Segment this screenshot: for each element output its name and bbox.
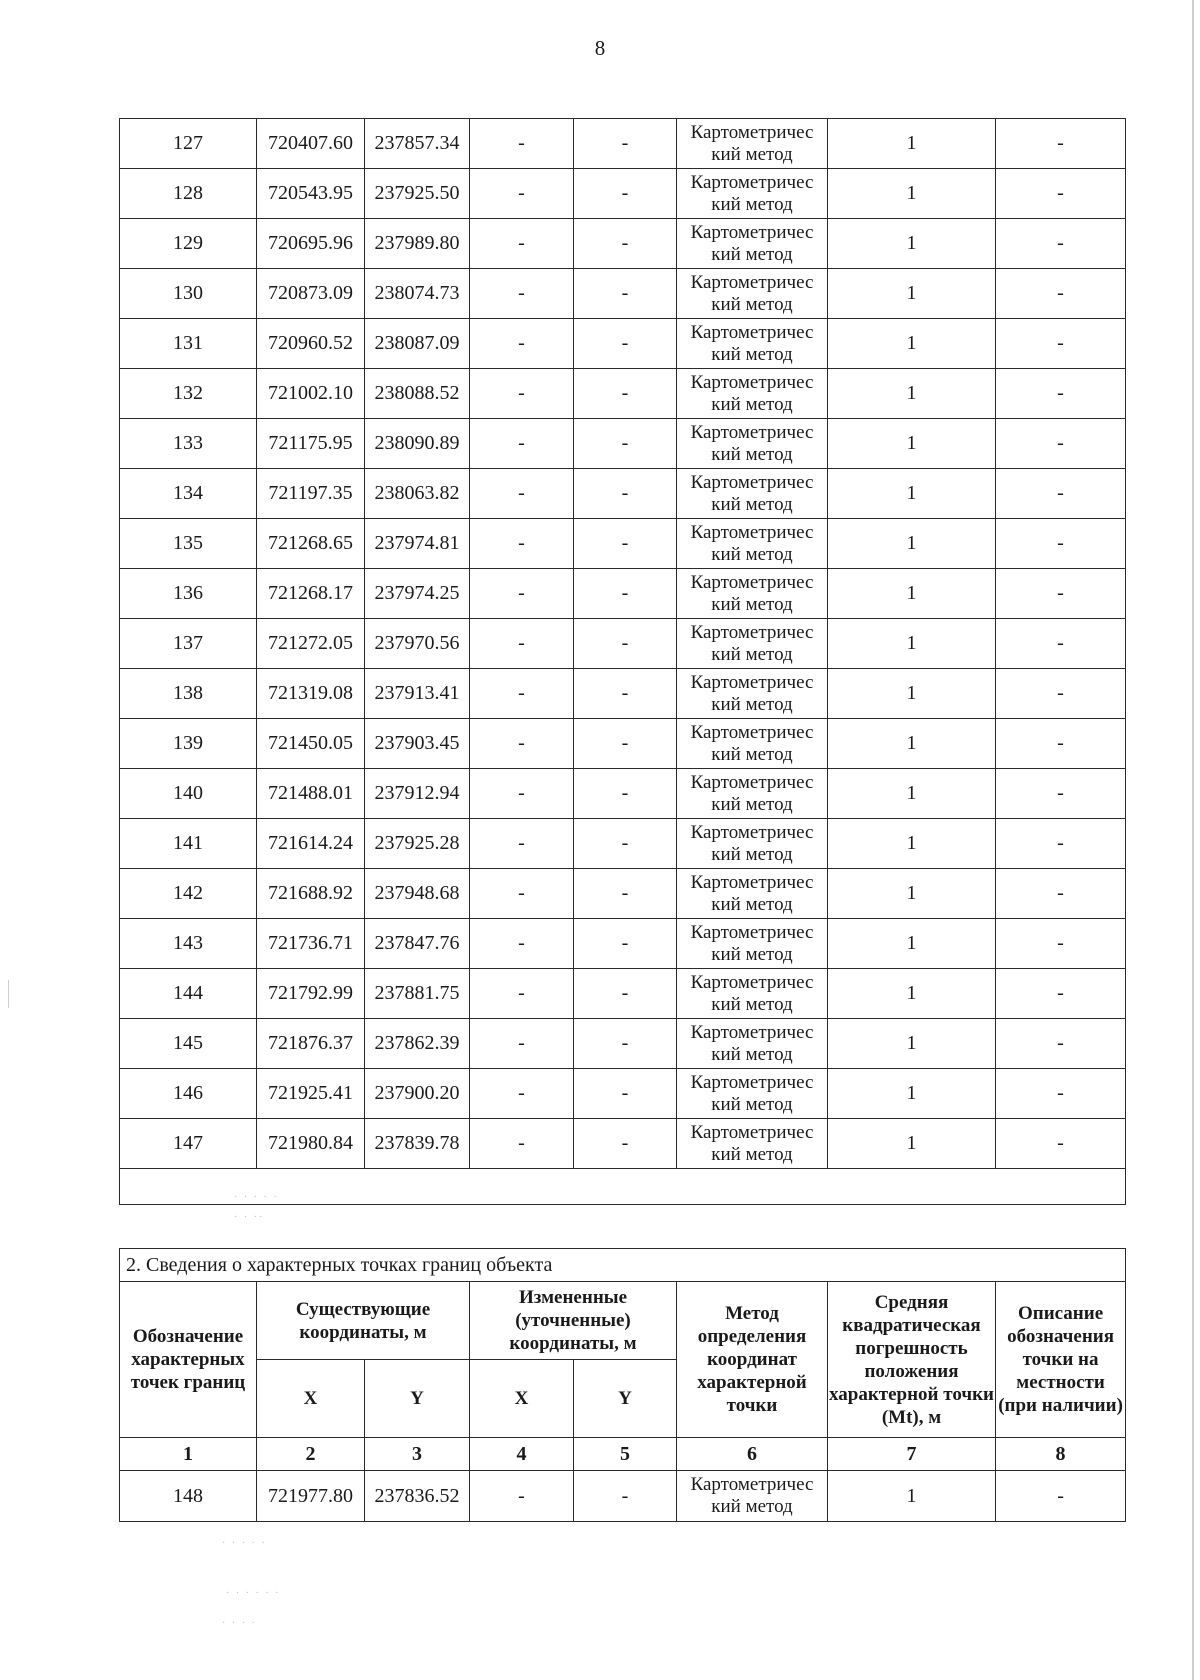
changed-y: - <box>574 719 677 769</box>
method: Картометричес кий метод <box>677 769 828 819</box>
point-description: - <box>996 869 1126 919</box>
header-existing-coordinates: Существующие координаты, м <box>257 1282 470 1360</box>
mt-error: 1 <box>828 519 996 569</box>
point-description: - <box>996 719 1126 769</box>
point-id: 144 <box>120 969 257 1019</box>
point-id: 142 <box>120 869 257 919</box>
point-description: - <box>996 169 1126 219</box>
point-description: - <box>996 669 1126 719</box>
point-description: - <box>996 119 1126 169</box>
point-description: - <box>996 819 1126 869</box>
header-x-existing: X <box>257 1360 365 1438</box>
mt-error: 1 <box>828 769 996 819</box>
changed-y: - <box>574 419 677 469</box>
method: Картометричес кий метод <box>677 1119 828 1169</box>
mt-error: 1 <box>828 469 996 519</box>
mt-error: 1 <box>828 869 996 919</box>
mt-error: 1 <box>828 969 996 1019</box>
table-row <box>120 819 1126 869</box>
point-description: - <box>996 569 1126 619</box>
coord-y: 237989.80 <box>365 219 470 269</box>
point-description: - <box>996 519 1126 569</box>
changed-x: - <box>470 619 574 669</box>
column-number: 7 <box>828 1438 996 1471</box>
changed-x: - <box>470 1069 574 1119</box>
table-row <box>120 669 1126 719</box>
method: Картометричес кий метод <box>677 169 828 219</box>
mt-error: 1 <box>828 669 996 719</box>
changed-y: - <box>574 619 677 669</box>
changed-y: - <box>574 169 677 219</box>
coord-x: 720695.96 <box>257 219 365 269</box>
coord-x: 720873.09 <box>257 269 365 319</box>
point-description: - <box>996 969 1126 1019</box>
table-row <box>120 769 1126 819</box>
table-row <box>120 969 1126 1019</box>
changed-y: - <box>574 119 677 169</box>
coord-x: 721319.08 <box>257 669 365 719</box>
coord-x: 721614.24 <box>257 819 365 869</box>
changed-x: - <box>470 469 574 519</box>
page-number: 8 <box>594 36 606 60</box>
point-description: - <box>996 369 1126 419</box>
coord-x: 721977.80 <box>257 1471 365 1522</box>
changed-x: - <box>470 269 574 319</box>
coord-y: 237974.81 <box>365 519 470 569</box>
scan-edge <box>1192 0 1194 1680</box>
coord-y: 237974.25 <box>365 569 470 619</box>
method: Картометричес кий метод <box>677 369 828 419</box>
changed-x: - <box>470 519 574 569</box>
coord-x: 720543.95 <box>257 169 365 219</box>
changed-y: - <box>574 219 677 269</box>
coord-x: 721980.84 <box>257 1119 365 1169</box>
changed-x: - <box>470 769 574 819</box>
method: Картометричес кий метод <box>677 819 828 869</box>
coord-y: 238088.52 <box>365 369 470 419</box>
coord-x: 721925.41 <box>257 1069 365 1119</box>
point-description: - <box>996 769 1126 819</box>
changed-y: - <box>574 469 677 519</box>
column-number: 3 <box>365 1438 470 1471</box>
table-row <box>120 219 1126 269</box>
changed-y: - <box>574 669 677 719</box>
table-row <box>120 869 1126 919</box>
point-description: - <box>996 1471 1126 1522</box>
scan-artifact: · · ·· <box>234 1212 265 1223</box>
point-id: 127 <box>120 119 257 169</box>
point-id: 135 <box>120 519 257 569</box>
coord-y: 237857.34 <box>365 119 470 169</box>
scan-artifact: · · · · · <box>234 1192 279 1203</box>
column-number: 5 <box>574 1438 677 1471</box>
point-id: 147 <box>120 1119 257 1169</box>
coord-y: 237948.68 <box>365 869 470 919</box>
scan-edge <box>8 980 9 1008</box>
point-id: 131 <box>120 319 257 369</box>
coord-y: 238090.89 <box>365 419 470 469</box>
changed-y: - <box>574 919 677 969</box>
table-row <box>120 519 1126 569</box>
point-id: 145 <box>120 1019 257 1069</box>
point-id: 139 <box>120 719 257 769</box>
coord-y: 237925.28 <box>365 819 470 869</box>
header-error: Средняя квадратическая погрешность положения характерной точки (Mt), м <box>828 1282 996 1438</box>
column-numbers-row <box>120 1438 1126 1471</box>
coord-x: 721876.37 <box>257 1019 365 1069</box>
mt-error: 1 <box>828 369 996 419</box>
method: Картометричес кий метод <box>677 1069 828 1119</box>
changed-x: - <box>470 569 574 619</box>
column-number: 2 <box>257 1438 365 1471</box>
point-description: - <box>996 619 1126 669</box>
point-id: 137 <box>120 619 257 669</box>
table-row <box>120 369 1126 419</box>
changed-x: - <box>470 369 574 419</box>
changed-y: - <box>574 1069 677 1119</box>
point-id: 134 <box>120 469 257 519</box>
characteristic-points-table <box>119 1248 1126 1522</box>
changed-y: - <box>574 269 677 319</box>
point-id: 138 <box>120 669 257 719</box>
table-row <box>120 619 1126 669</box>
scan-artifact: · · · · · · <box>226 1588 281 1599</box>
method: Картометричес кий метод <box>677 719 828 769</box>
table-row <box>120 319 1126 369</box>
table-row <box>120 169 1126 219</box>
coord-y: 238063.82 <box>365 469 470 519</box>
mt-error: 1 <box>828 819 996 869</box>
changed-x: - <box>470 819 574 869</box>
table-row <box>120 419 1126 469</box>
mt-error: 1 <box>828 719 996 769</box>
point-id: 129 <box>120 219 257 269</box>
coordinates-table-continued <box>119 118 1126 1205</box>
mt-error: 1 <box>828 419 996 469</box>
coord-x: 721002.10 <box>257 369 365 419</box>
changed-x: - <box>470 969 574 1019</box>
mt-error: 1 <box>828 219 996 269</box>
point-description: - <box>996 1069 1126 1119</box>
method: Картометричес кий метод <box>677 969 828 1019</box>
coord-x: 721268.65 <box>257 519 365 569</box>
column-number: 1 <box>120 1438 257 1471</box>
mt-error: 1 <box>828 119 996 169</box>
coord-y: 237925.50 <box>365 169 470 219</box>
header-y-changed: Y <box>574 1360 677 1438</box>
method: Картометричес кий метод <box>677 319 828 369</box>
table-row <box>120 469 1126 519</box>
header-x-changed: X <box>470 1360 574 1438</box>
point-id: 140 <box>120 769 257 819</box>
changed-x: - <box>470 1471 574 1522</box>
table-row <box>120 569 1126 619</box>
point-description: - <box>996 1119 1126 1169</box>
coord-y: 237847.76 <box>365 919 470 969</box>
method: Картометричес кий метод <box>677 869 828 919</box>
scan-artifact: · · · · · <box>222 1538 267 1549</box>
mt-error: 1 <box>828 1069 996 1119</box>
mt-error: 1 <box>828 619 996 669</box>
table-row <box>120 919 1126 969</box>
point-id: 130 <box>120 269 257 319</box>
section-caption: 2. Сведения о характерных точках границ объекта <box>120 1249 1126 1282</box>
point-id: 132 <box>120 369 257 419</box>
mt-error: 1 <box>828 1019 996 1069</box>
coord-x: 721688.92 <box>257 869 365 919</box>
changed-x: - <box>470 719 574 769</box>
column-number: 4 <box>470 1438 574 1471</box>
point-description: - <box>996 319 1126 369</box>
changed-y: - <box>574 1471 677 1522</box>
changed-x: - <box>470 219 574 269</box>
point-description: - <box>996 269 1126 319</box>
changed-y: - <box>574 569 677 619</box>
point-id: 128 <box>120 169 257 219</box>
header-changed-coordinates: Измененные (уточненные) координаты, м <box>470 1282 677 1360</box>
method: Картометричес кий метод <box>677 1019 828 1069</box>
changed-y: - <box>574 1119 677 1169</box>
coord-y: 237913.41 <box>365 669 470 719</box>
point-id: 148 <box>120 1471 257 1522</box>
changed-y: - <box>574 769 677 819</box>
method: Картометричес кий метод <box>677 619 828 669</box>
changed-x: - <box>470 1019 574 1069</box>
coord-y: 237900.20 <box>365 1069 470 1119</box>
coord-x: 721450.05 <box>257 719 365 769</box>
changed-x: - <box>470 119 574 169</box>
coord-x: 720407.60 <box>257 119 365 169</box>
column-number: 6 <box>677 1438 828 1471</box>
changed-x: - <box>470 919 574 969</box>
coord-x: 721175.95 <box>257 419 365 469</box>
changed-y: - <box>574 1019 677 1069</box>
changed-x: - <box>470 669 574 719</box>
table-row <box>120 1119 1126 1169</box>
table-row <box>120 1471 1126 1522</box>
header-y-existing: Y <box>365 1360 470 1438</box>
mt-error: 1 <box>828 169 996 219</box>
method: Картометричес кий метод <box>677 419 828 469</box>
point-description: - <box>996 419 1126 469</box>
mt-error: 1 <box>828 319 996 369</box>
point-description: - <box>996 1019 1126 1069</box>
table-row <box>120 1019 1126 1069</box>
method: Картометричес кий метод <box>677 669 828 719</box>
method: Картометричес кий метод <box>677 269 828 319</box>
changed-y: - <box>574 369 677 419</box>
changed-y: - <box>574 319 677 369</box>
header-designation: Обозначение характерных точек границ <box>120 1282 257 1438</box>
header-method: Метод определения координат характерной точки <box>677 1282 828 1438</box>
coord-x: 721268.17 <box>257 569 365 619</box>
changed-y: - <box>574 819 677 869</box>
point-id: 143 <box>120 919 257 969</box>
coord-x: 721488.01 <box>257 769 365 819</box>
point-id: 146 <box>120 1069 257 1119</box>
changed-y: - <box>574 519 677 569</box>
coord-x: 721736.71 <box>257 919 365 969</box>
coord-y: 237970.56 <box>365 619 470 669</box>
method: Картометричес кий метод <box>677 219 828 269</box>
table-row <box>120 719 1126 769</box>
table-row <box>120 269 1126 319</box>
table-row <box>120 1069 1126 1119</box>
header-description: Описание обозначения точки на местности (при наличии) <box>996 1282 1126 1438</box>
changed-x: - <box>470 319 574 369</box>
changed-y: - <box>574 869 677 919</box>
method: Картометричес кий метод <box>677 919 828 969</box>
changed-y: - <box>574 969 677 1019</box>
coord-y: 237839.78 <box>365 1119 470 1169</box>
point-description: - <box>996 919 1126 969</box>
coord-y: 237862.39 <box>365 1019 470 1069</box>
coord-x: 721272.05 <box>257 619 365 669</box>
coord-y: 238087.09 <box>365 319 470 369</box>
point-id: 136 <box>120 569 257 619</box>
method: Картометричес кий метод <box>677 569 828 619</box>
mt-error: 1 <box>828 1471 996 1522</box>
changed-x: - <box>470 869 574 919</box>
coord-x: 721197.35 <box>257 469 365 519</box>
point-description: - <box>996 469 1126 519</box>
method: Картометричес кий метод <box>677 1471 828 1522</box>
method: Картометричес кий метод <box>677 469 828 519</box>
changed-x: - <box>470 169 574 219</box>
method: Картометричес кий метод <box>677 119 828 169</box>
table-row <box>120 119 1126 169</box>
coord-y: 237836.52 <box>365 1471 470 1522</box>
coord-y: 237881.75 <box>365 969 470 1019</box>
mt-error: 1 <box>828 569 996 619</box>
point-description: - <box>996 219 1126 269</box>
coord-y: 237903.45 <box>365 719 470 769</box>
mt-error: 1 <box>828 1119 996 1169</box>
coord-x: 720960.52 <box>257 319 365 369</box>
method: Картометричес кий метод <box>677 519 828 569</box>
mt-error: 1 <box>828 919 996 969</box>
changed-x: - <box>470 419 574 469</box>
mt-error: 1 <box>828 269 996 319</box>
point-id: 133 <box>120 419 257 469</box>
scan-artifact: · · · · <box>222 1618 257 1629</box>
point-id: 141 <box>120 819 257 869</box>
column-number: 8 <box>996 1438 1126 1471</box>
coord-y: 238074.73 <box>365 269 470 319</box>
coord-x: 721792.99 <box>257 969 365 1019</box>
changed-x: - <box>470 1119 574 1169</box>
coord-y: 237912.94 <box>365 769 470 819</box>
